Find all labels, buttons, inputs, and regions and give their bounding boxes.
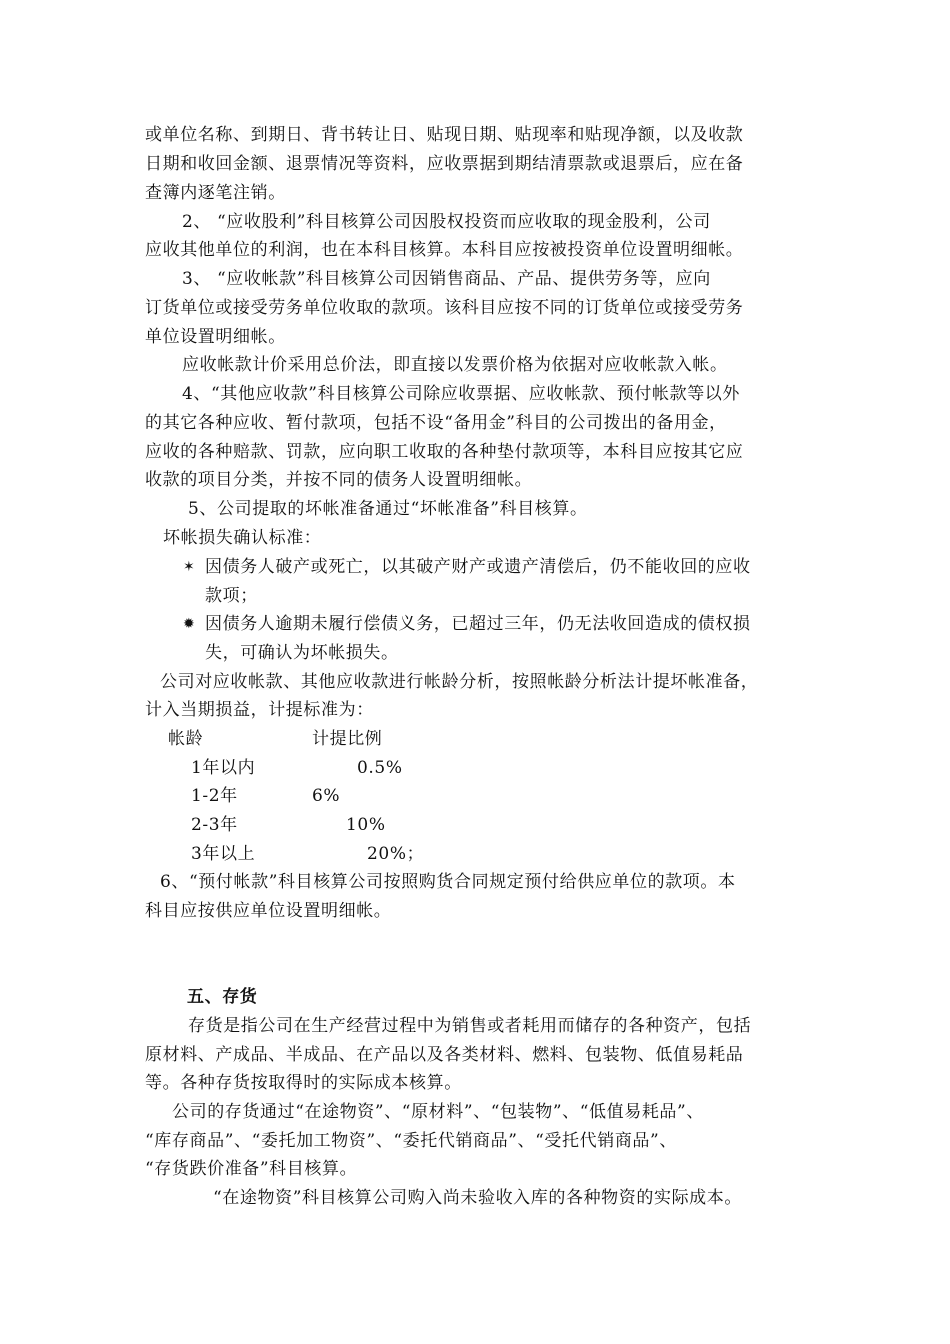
bullet-text: 失，可确认为坏帐损失。 (205, 643, 399, 663)
table-cell-age: 3年以上 (191, 844, 256, 864)
text-line: 3、 “应收帐款”科目核算公司因销售商品、产品、提供劳务等，应向 (182, 269, 711, 289)
text-line: 公司对应收帐款、其他应收款进行帐龄分析，按照帐龄分析法计提坏帐准备， (160, 672, 759, 692)
text-line: 坏帐损失确认标准： (163, 528, 322, 548)
text-line: 科目应按供应单位设置明细帐。 (145, 901, 392, 921)
text-line: 存货是指公司在生产经营过程中为销售或者耗用而储存的各种资产，包括 (188, 1016, 752, 1036)
text-line: 订货单位或接受劳务单位收取的款项。该科目应按不同的订货单位或接受劳务 (145, 298, 744, 318)
table-cell-ratio: 0.5% (357, 758, 403, 778)
text-line: 等。各种存货按取得时的实际成本核算。 (145, 1073, 462, 1093)
text-line: 或单位名称、到期日、背书转让日、贴现日期、贴现率和贴现净额，以及收款 (145, 125, 744, 145)
text-line: 2、 “应收股利”科目核算公司因股权投资而应收取的现金股利，公司 (182, 212, 711, 232)
text-line: 收款的项目分类，并按不同的债务人设置明细帐。 (145, 470, 533, 490)
text-line: 计入当期损益，计提标准为： (145, 700, 374, 720)
table-cell-age: 2-3年 (191, 815, 238, 835)
text-line: 应收帐款计价采用总价法，即直接以发票价格为依据对应收帐款入帐。 (182, 355, 728, 375)
text-line: 日期和收回金额、退票情况等资料，应收票据到期结清票款或退票后，应在备 (145, 154, 744, 174)
table-header-age: 帐龄 (168, 729, 204, 749)
section-heading: 五、存货 (187, 987, 258, 1007)
table-cell-ratio: 20%； (367, 844, 425, 864)
text-line: 6、“预付帐款”科目核算公司按照购货合同规定预付给供应单位的款项。本 (160, 872, 736, 892)
text-line: “在途物资”科目核算公司购入尚未验收入库的各种物资的实际成本。 (213, 1188, 742, 1208)
text-line: 单位设置明细帐。 (145, 327, 286, 347)
text-line: 的其它各种应收、暂付款项，包括不设“备用金”科目的公司拨出的备用金， (145, 413, 727, 433)
bullet-text: 因债务人破产或死亡，以其破产财产或遗产清偿后，仍不能收回的应收 (205, 557, 751, 577)
table-cell-ratio: 6% (312, 786, 341, 806)
bullet-text: 款项； (205, 586, 258, 606)
table-header-ratio: 计提比例 (312, 729, 383, 749)
text-line: 5、公司提取的坏帐准备通过“坏帐准备”科目核算。 (188, 499, 588, 519)
bullet-text: 因债务人逾期未履行偿债义务，已超过三年，仍无法收回造成的债权损 (205, 614, 751, 634)
text-line: 应收其他单位的利润，也在本科目核算。本科目应按被投资单位设置明细帐。 (145, 240, 744, 260)
star-bullet-icon: ✶ (183, 559, 195, 575)
table-cell-age: 1年以内 (191, 758, 256, 778)
text-line: “库存商品”、“委托加工物资”、“委托代销商品”、“受托代销商品”、 (145, 1131, 677, 1151)
table-cell-age: 1-2年 (191, 786, 238, 806)
text-line: 应收的各种赔款、罚款，应向职工收取的各种垫付款项等，本科目应按其它应 (145, 442, 744, 462)
text-line: 原材料、产成品、半成品、在产品以及各类材料、燃料、包装物、低值易耗品 (145, 1045, 744, 1065)
text-line: 查簿内逐笔注销。 (145, 183, 286, 203)
table-cell-ratio: 10% (346, 815, 386, 835)
text-line: 公司的存货通过“在途物资”、“原材料”、“包装物”、“低值易耗品”、 (172, 1102, 704, 1122)
star-bullet-icon: ✹ (183, 616, 195, 632)
text-line: 4、“其他应收款”科目核算公司除应收票据、应收帐款、预付帐款等以外 (182, 384, 740, 404)
text-line: “存货跌价准备”科目核算。 (145, 1159, 358, 1179)
